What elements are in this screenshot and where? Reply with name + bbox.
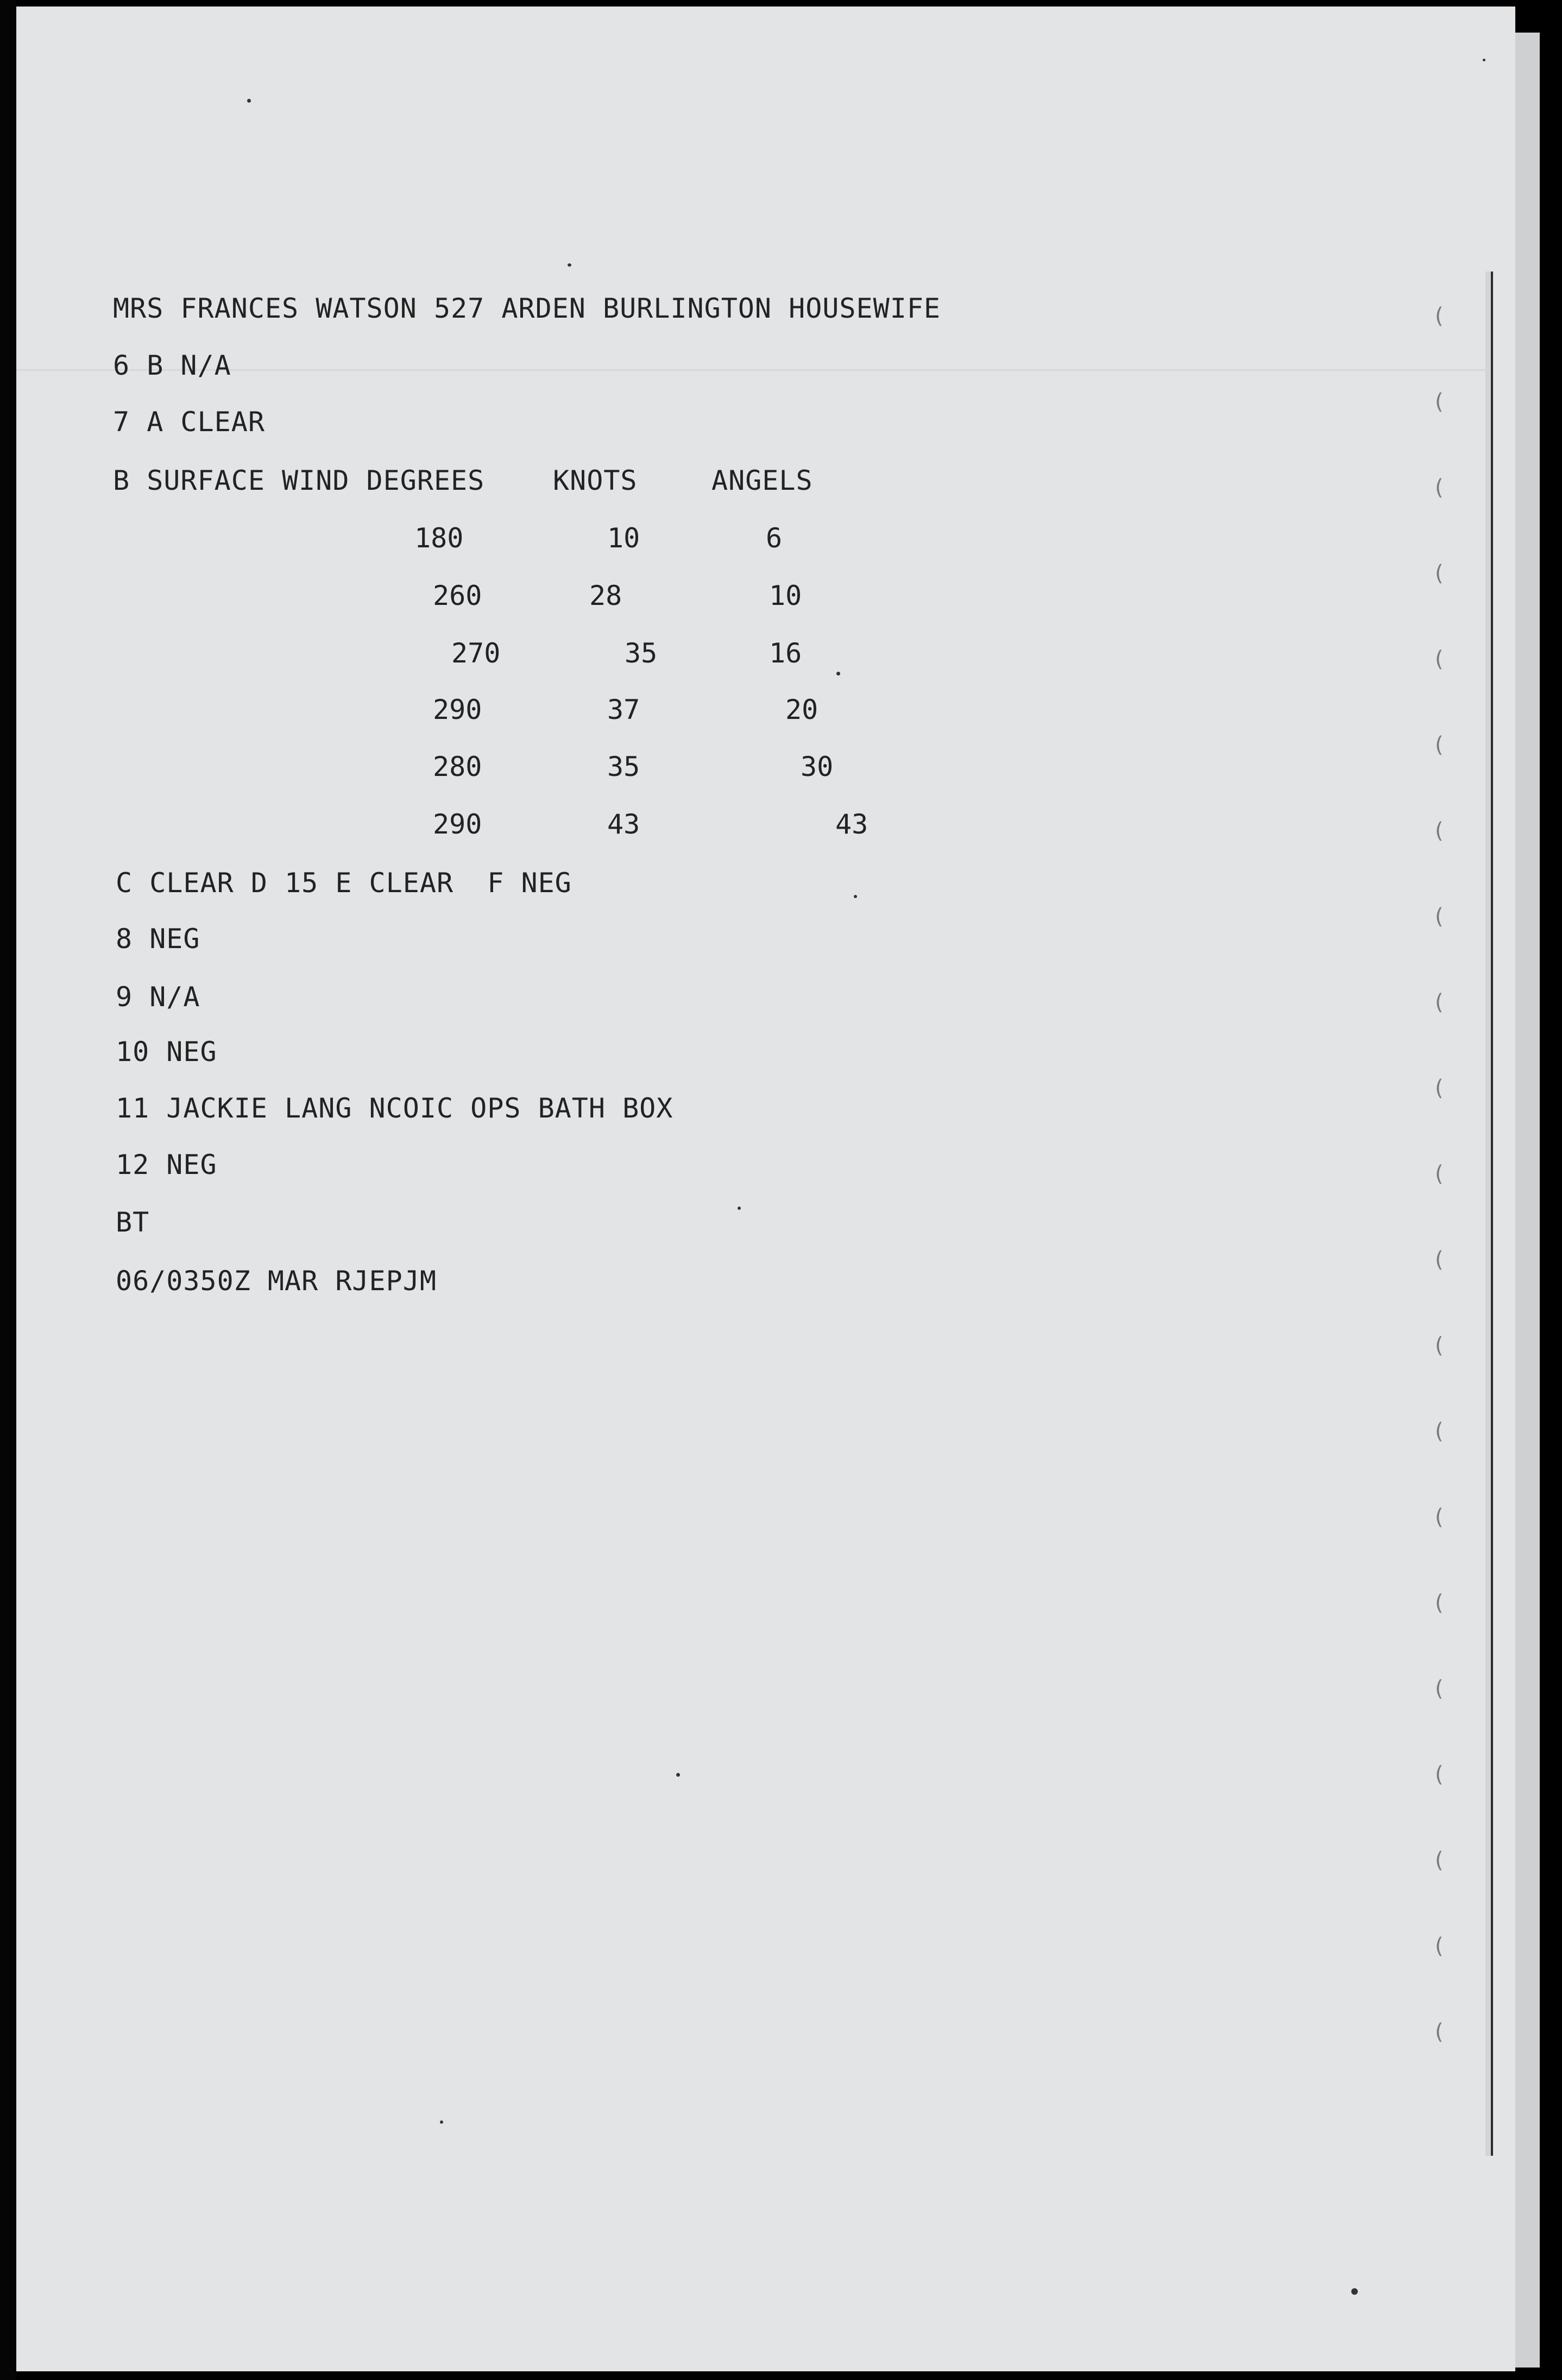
perforation-mark: ( xyxy=(1435,1333,1444,1358)
perforation-mark: ( xyxy=(1435,1419,1444,1444)
wind-knots: 35 xyxy=(607,751,640,782)
date-time-group: 06/0350Z MAR RJEPJM xyxy=(116,1265,437,1297)
wind-table-label: B SURFACE WIND DEGREES xyxy=(113,465,485,496)
wind-table-angels-header: ANGELS xyxy=(711,465,813,496)
wind-degrees: 290 xyxy=(433,809,482,840)
perforation-mark: ( xyxy=(1435,1848,1444,1873)
scan-speck xyxy=(1351,2288,1358,2295)
perforation-mark: ( xyxy=(1435,475,1444,500)
perforation-mark: ( xyxy=(1435,561,1444,586)
perforation-mark: ( xyxy=(1435,304,1444,329)
item-10: 10 NEG xyxy=(116,1036,217,1068)
item-7a: 7 A CLEAR xyxy=(113,406,265,438)
wind-degrees: 180 xyxy=(414,522,464,554)
header-line: MRS FRANCES WATSON 527 ARDEN BURLINGTON HOUSEWIFE xyxy=(113,293,941,324)
wind-table-knots-header: KNOTS xyxy=(553,465,638,496)
perforation-mark: ( xyxy=(1435,1590,1444,1615)
scan-speck xyxy=(854,895,857,898)
wind-angels: 6 xyxy=(766,522,783,554)
perforation-mark: ( xyxy=(1435,1505,1444,1530)
wind-knots: 10 xyxy=(607,522,640,554)
perforation-mark: ( xyxy=(1435,733,1444,757)
wind-degrees: 260 xyxy=(433,580,482,611)
perforation-mark: ( xyxy=(1435,389,1444,414)
perforation-mark: ( xyxy=(1435,1762,1444,1787)
item-6b: 6 B N/A xyxy=(113,350,231,381)
perforation-mark: ( xyxy=(1435,1247,1444,1272)
perforation-mark: ( xyxy=(1435,1076,1444,1101)
wind-angels: 10 xyxy=(769,580,802,611)
scan-speck xyxy=(568,263,571,267)
wind-degrees: 290 xyxy=(433,694,482,725)
scan-speck xyxy=(247,99,251,103)
perforation-mark: ( xyxy=(1435,2019,1444,2044)
perforation-mark: ( xyxy=(1435,818,1444,843)
wind-knots: 43 xyxy=(607,809,640,840)
perforation-mark: ( xyxy=(1435,1676,1444,1701)
perforation-mark: ( xyxy=(1435,1161,1444,1186)
perforation-mark: ( xyxy=(1435,990,1444,1015)
wind-degrees: 270 xyxy=(451,637,501,669)
perforation-mark: ( xyxy=(1435,647,1444,672)
scan-speck xyxy=(836,672,840,676)
break-marker: BT xyxy=(116,1207,150,1238)
fold-line xyxy=(16,369,1491,371)
wind-angels: 30 xyxy=(801,751,834,782)
wind-angels: 20 xyxy=(785,694,818,725)
perforation-mark: ( xyxy=(1435,1934,1444,1959)
scan-speck xyxy=(676,1773,680,1777)
wind-angels: 16 xyxy=(769,637,802,669)
perforation-mark: ( xyxy=(1435,904,1444,929)
item-9: 9 N/A xyxy=(116,981,200,1013)
sheet-edge-line xyxy=(1491,272,1493,2156)
wind-knots: 37 xyxy=(607,694,640,725)
scan-speck xyxy=(738,1207,741,1210)
sheet-edge-shadow xyxy=(1485,272,1491,2156)
wind-angels: 43 xyxy=(835,809,868,840)
scan-strip-right xyxy=(1515,33,1540,2368)
item-8: 8 NEG xyxy=(116,923,200,955)
item-c-d-e-f: C CLEAR D 15 E CLEAR F NEG xyxy=(116,867,572,899)
wind-degrees: 280 xyxy=(433,751,482,782)
scan-speck xyxy=(440,2120,443,2124)
wind-knots: 28 xyxy=(589,580,622,611)
item-11: 11 JACKIE LANG NCOIC OPS BATH BOX xyxy=(116,1093,673,1124)
scan-frame-left xyxy=(0,0,16,2380)
paper-sheet xyxy=(16,7,1515,2371)
item-12: 12 NEG xyxy=(116,1149,217,1180)
scan-speck xyxy=(1483,59,1485,61)
wind-knots: 35 xyxy=(625,637,658,669)
